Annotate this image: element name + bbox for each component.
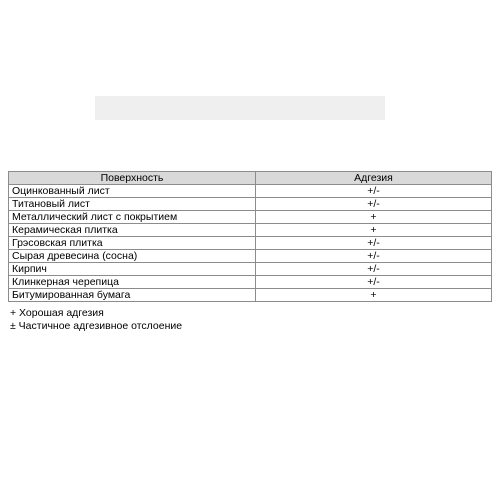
surface-cell: Грэсовская плитка xyxy=(9,237,256,250)
table-row xyxy=(9,224,492,237)
adhesion-cell: +/- xyxy=(256,250,492,263)
table-row xyxy=(9,250,492,263)
table-row xyxy=(9,237,492,250)
adhesion-cell: + xyxy=(256,289,492,302)
table-row xyxy=(9,185,492,198)
adhesion-cell: +/- xyxy=(256,185,492,198)
watermark-logo xyxy=(95,88,385,128)
header-adhesion: Адгезия xyxy=(256,172,492,185)
table-row xyxy=(9,211,492,224)
adhesion-cell: +/- xyxy=(256,237,492,250)
adhesion-cell: + xyxy=(256,211,492,224)
table-row xyxy=(9,276,492,289)
legend xyxy=(10,307,182,333)
surface-cell: Керамическая плитка xyxy=(9,224,256,237)
adhesion-cell: +/- xyxy=(256,263,492,276)
adhesion-cell: + xyxy=(256,224,492,237)
surface-cell: Металлический лист с покрытием xyxy=(9,211,256,224)
surface-cell: Оцинкованный лист xyxy=(9,185,256,198)
surface-cell: Битумированная бумага xyxy=(9,289,256,302)
table-row xyxy=(9,198,492,211)
header-surface: Поверхность xyxy=(9,172,256,185)
surface-cell: Титановый лист xyxy=(9,198,256,211)
surface-cell: Клинкерная черепица xyxy=(9,276,256,289)
table-row xyxy=(9,263,492,276)
adhesion-cell: +/- xyxy=(256,198,492,211)
surface-cell: Кирпич xyxy=(9,263,256,276)
adhesion-table xyxy=(8,171,492,302)
table-header-row xyxy=(9,172,492,185)
adhesion-cell: +/- xyxy=(256,276,492,289)
legend-good-adhesion: + Хорошая адгезия xyxy=(10,307,104,319)
surface-cell: Сырая древесина (сосна) xyxy=(9,250,256,263)
legend-partial-adhesion: ± Частичное адгезивное отслоение xyxy=(10,320,183,332)
table-row xyxy=(9,289,492,302)
